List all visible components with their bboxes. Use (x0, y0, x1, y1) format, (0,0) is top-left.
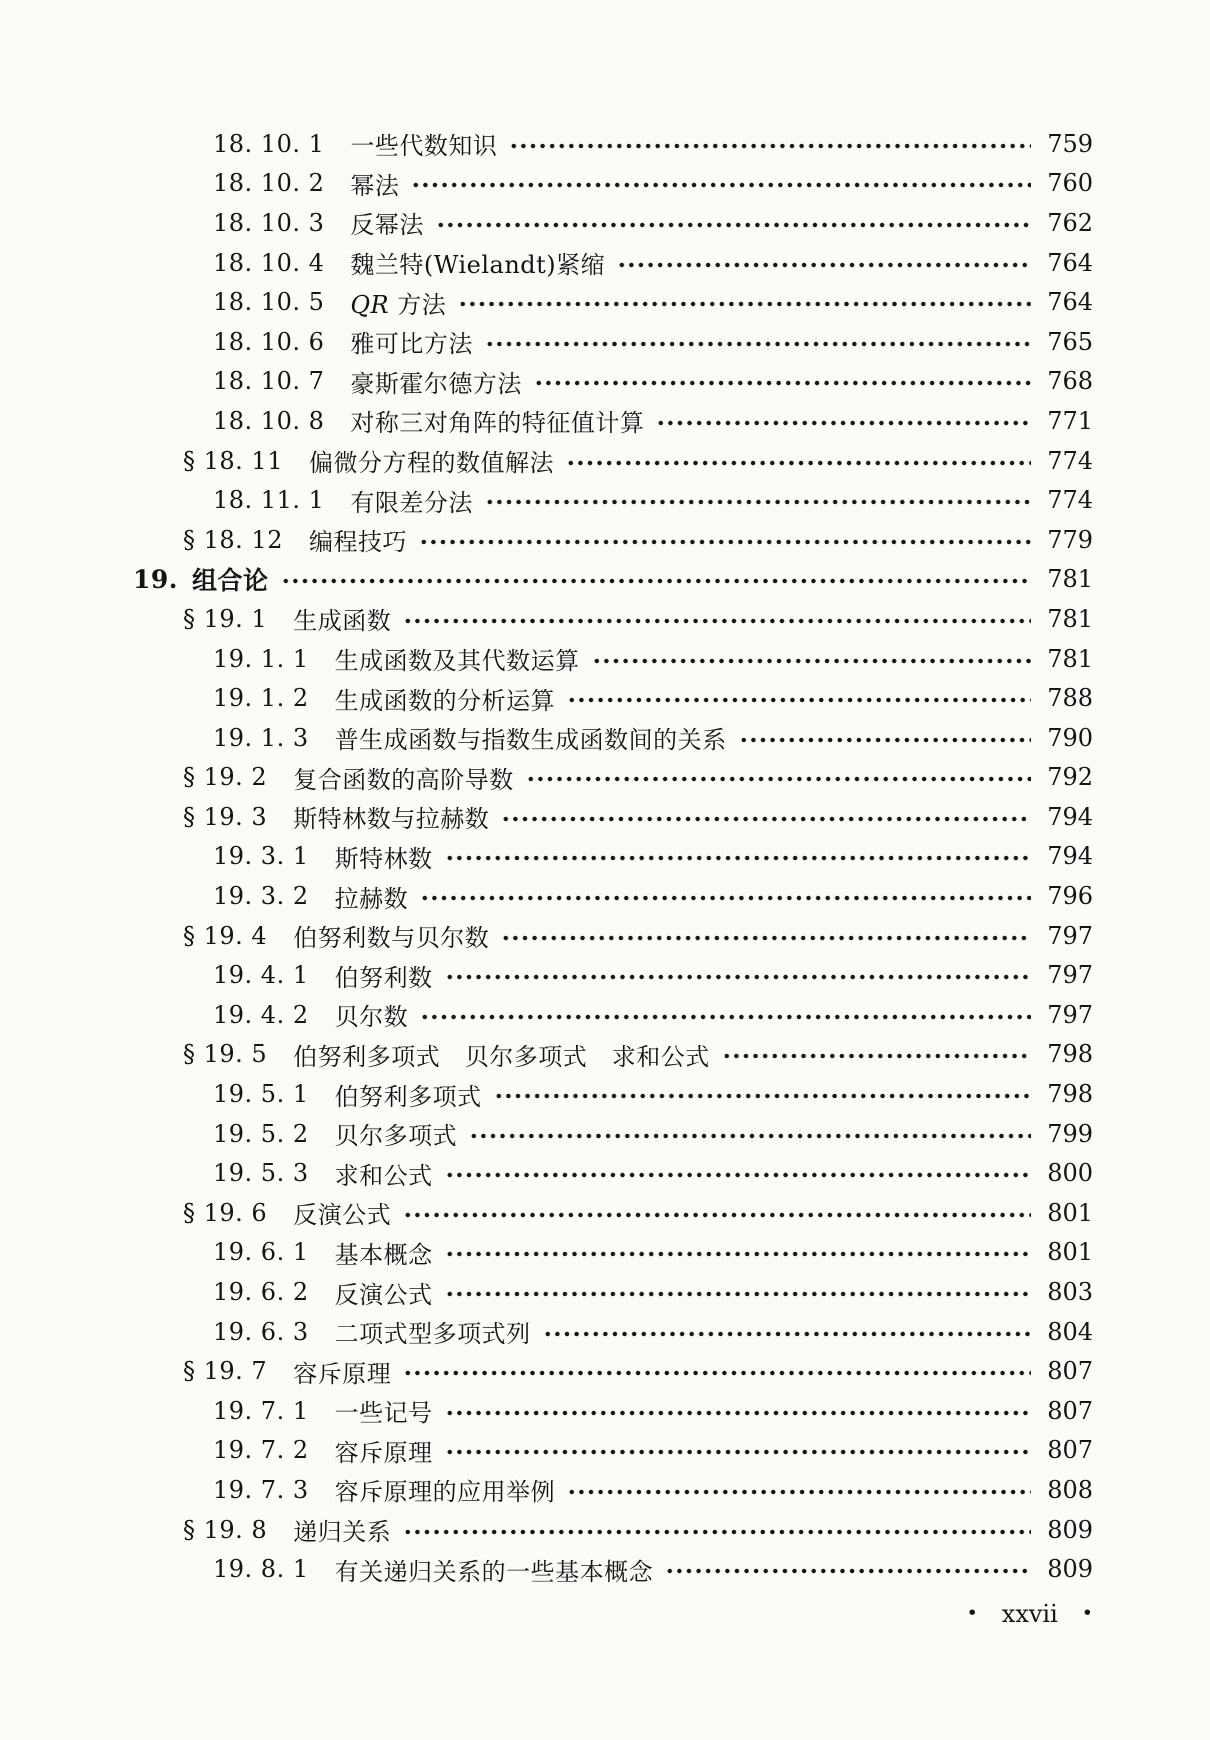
toc-entry (0, 1312, 1093, 1352)
page-number: 796 (1047, 882, 1093, 911)
dot-leader (445, 972, 1031, 982)
entry-title: 对称三对角阵的特征值计算 (350, 409, 645, 438)
entry-number: 19. (133, 564, 178, 594)
entry-number: § 19. 6 (183, 1198, 268, 1227)
entry-title: 容斥原理 (334, 1438, 433, 1467)
toc-entry (0, 916, 1093, 956)
entry-number: 19. 1. 2 (213, 684, 309, 713)
page-number: 792 (1047, 763, 1093, 792)
entry-number: 19. 6. 2 (213, 1278, 309, 1307)
dot-leader (656, 418, 1031, 428)
page-number: 804 (1047, 1317, 1093, 1346)
entry-title: 反演公式 (334, 1280, 433, 1309)
toc-entry (0, 480, 1093, 520)
entry-title: 普生成函数与指数生成函数间的关系 (334, 726, 727, 755)
dot-leader (469, 1131, 1031, 1141)
toc-entry (0, 1391, 1093, 1431)
entry-number: § 18. 11 (183, 446, 283, 475)
toc-entry (0, 401, 1093, 441)
entry-number: 19. 6. 3 (213, 1317, 309, 1346)
entry-title: 基本概念 (334, 1240, 433, 1269)
entry-number: 19. 7. 3 (213, 1475, 309, 1504)
page-number: 807 (1047, 1436, 1093, 1465)
dot-leader (411, 180, 1031, 190)
page-number: 801 (1047, 1198, 1093, 1227)
entry-number: § 19. 2 (183, 763, 268, 792)
dot-leader (445, 1447, 1031, 1457)
entry-number: 19. 1. 3 (213, 723, 309, 752)
entry-title: 容斥原理的应用举例 (334, 1478, 556, 1507)
dot-leader (526, 774, 1031, 784)
entry-title: 递归关系 (293, 1518, 392, 1547)
toc-entry (0, 1114, 1093, 1154)
entry-number: § 19. 4 (183, 921, 268, 950)
entry-title: 组合论 (192, 566, 269, 596)
entry-title: 斯特林数 (334, 844, 433, 873)
footer-bullet-right-icon: • (1081, 1602, 1093, 1624)
toc-entry (0, 718, 1093, 758)
toc-entry (0, 1035, 1093, 1075)
page-number: 797 (1047, 961, 1093, 990)
entry-number: 19. 5. 3 (213, 1159, 309, 1188)
page-number: 800 (1047, 1159, 1093, 1188)
page-number: 790 (1047, 723, 1093, 752)
page-footer (967, 1600, 1093, 1628)
entry-title: 生成函数及其代数运算 (334, 647, 580, 676)
page-number: 808 (1047, 1475, 1093, 1504)
entry-title: 伯努利多项式 贝尔多项式 求和公式 (293, 1042, 710, 1071)
entry-title: 编程技巧 (308, 528, 407, 557)
page-number: 798 (1047, 1040, 1093, 1069)
toc-entry (0, 164, 1093, 204)
dot-leader (722, 1051, 1031, 1061)
entry-title: 一些记号 (334, 1399, 433, 1428)
entry-number: 19. 8. 1 (213, 1555, 309, 1584)
entry-title: 反幂法 (350, 211, 424, 240)
page-number: 799 (1047, 1119, 1093, 1148)
entry-title: 求和公式 (334, 1161, 433, 1190)
toc-entry (0, 1549, 1093, 1589)
entry-number: 18. 11. 1 (213, 486, 325, 515)
dot-leader (403, 1368, 1031, 1378)
entry-title-italic: QR (350, 290, 390, 319)
page-number: 759 (1047, 129, 1093, 158)
dot-leader (485, 339, 1031, 349)
page-number: 807 (1047, 1357, 1093, 1386)
toc-entry (0, 520, 1093, 560)
toc-entry (0, 243, 1093, 283)
dot-leader (445, 1249, 1031, 1259)
dot-leader (665, 1566, 1031, 1576)
entry-title: 二项式型多项式列 (334, 1320, 531, 1349)
page-number: 809 (1047, 1515, 1093, 1544)
toc-entry (0, 441, 1093, 481)
entry-title: 幂法 (350, 171, 400, 200)
dot-leader (458, 299, 1031, 309)
entry-number: 19. 4. 2 (213, 1000, 309, 1029)
dot-leader (494, 1091, 1031, 1101)
toc-entry (0, 995, 1093, 1035)
entry-title: 生成函数 (293, 607, 392, 636)
page-number: 774 (1047, 446, 1093, 475)
toc-entry (0, 1510, 1093, 1550)
toc-entry (0, 1193, 1093, 1233)
page-number: 781 (1047, 604, 1093, 633)
entry-title: 豪斯霍尔德方法 (350, 369, 522, 398)
page-number: 781 (1047, 644, 1093, 673)
entry-title: 容斥原理 (293, 1359, 392, 1388)
toc-entry (0, 758, 1093, 798)
dot-leader (419, 537, 1031, 547)
dot-leader (501, 933, 1031, 943)
toc-entry (0, 1233, 1093, 1273)
entry-number: § 19. 7 (183, 1357, 268, 1386)
entry-title: 贝尔数 (334, 1003, 409, 1032)
entry-number: 19. 7. 1 (213, 1396, 309, 1425)
entry-title: 斯特林数与拉赫数 (293, 805, 490, 834)
toc-entry (0, 599, 1093, 639)
toc-list (0, 124, 1093, 1589)
dot-leader (543, 1329, 1031, 1339)
toc-entry (0, 282, 1093, 322)
toc-entry (0, 1153, 1093, 1193)
page-number: 760 (1047, 169, 1093, 198)
toc-entry (0, 322, 1093, 362)
entry-number: 18. 10. 2 (213, 169, 325, 198)
dot-leader (739, 735, 1031, 745)
entry-number: 18. 10. 7 (213, 367, 325, 396)
page-number: 764 (1047, 288, 1093, 317)
toc-entry (0, 955, 1093, 995)
entry-number: 19. 3. 1 (213, 842, 309, 871)
page-number: 762 (1047, 208, 1093, 237)
toc-entry (0, 1431, 1093, 1471)
page-number: 788 (1047, 684, 1093, 713)
entry-title: 伯努利数 (334, 963, 433, 992)
entry-number: 18. 10. 3 (213, 208, 325, 237)
dot-leader (445, 1289, 1031, 1299)
dot-leader (445, 1408, 1031, 1418)
entry-number: 18. 10. 8 (213, 406, 325, 435)
footer-bullet-left-icon: • (966, 1602, 978, 1624)
page-number: 781 (1047, 565, 1093, 594)
entry-number: § 19. 8 (183, 1515, 268, 1544)
entry-title: 一些代数知识 (350, 132, 498, 161)
toc-entry (0, 203, 1093, 243)
entry-number: 19. 1. 1 (213, 644, 309, 673)
entry-title: 复合函数的高阶导数 (293, 765, 514, 794)
dot-leader (281, 576, 1031, 586)
entry-title: 伯努利数与贝尔数 (293, 924, 490, 953)
entry-title: QR 方法 (350, 290, 447, 319)
toc-entry (0, 560, 1093, 600)
dot-leader (403, 616, 1031, 626)
entry-number: 18. 10. 1 (213, 129, 325, 158)
toc-entry (0, 837, 1093, 877)
page-number: 801 (1047, 1238, 1093, 1267)
dot-leader (485, 497, 1031, 507)
entry-number: § 19. 5 (183, 1040, 268, 1069)
dot-leader (403, 1527, 1031, 1537)
dot-leader (509, 141, 1031, 151)
page-number: 764 (1047, 248, 1093, 277)
footer-page-number: xxvii (1001, 1600, 1058, 1628)
entry-title: 有限差分法 (350, 488, 473, 517)
entry-number: 19. 6. 1 (213, 1238, 309, 1267)
entry-number: 19. 3. 2 (213, 882, 309, 911)
page-number: 797 (1047, 1000, 1093, 1029)
page-number: 779 (1047, 525, 1093, 554)
toc-entry (0, 1074, 1093, 1114)
toc-entry (0, 1351, 1093, 1391)
page-number: 765 (1047, 327, 1093, 356)
toc-entry (0, 124, 1093, 164)
entry-number: 19. 4. 1 (213, 961, 309, 990)
entry-title: 雅可比方法 (350, 330, 473, 359)
entry-title: 偏微分方程的数值解法 (308, 449, 554, 478)
entry-title: 贝尔多项式 (334, 1122, 458, 1151)
dot-leader (566, 458, 1031, 468)
dot-leader (617, 260, 1031, 270)
entry-number: 19. 7. 2 (213, 1436, 309, 1465)
toc-entry (0, 1470, 1093, 1510)
entry-title: 反演公式 (293, 1201, 392, 1230)
page-number: 798 (1047, 1080, 1093, 1109)
entry-title: 拉赫数 (334, 884, 409, 913)
entry-number: § 19. 3 (183, 802, 268, 831)
entry-number: 19. 5. 2 (213, 1119, 309, 1148)
entry-title: 有关递归关系的一些基本概念 (334, 1557, 654, 1586)
toc-entry (0, 797, 1093, 837)
page-number: 794 (1047, 802, 1093, 831)
page-number: 797 (1047, 921, 1093, 950)
entry-number: 19. 5. 1 (213, 1080, 309, 1109)
entry-title: 魏兰特(Wielandt)紧缩 (350, 251, 606, 280)
dot-leader (501, 814, 1031, 824)
entry-number: § 18. 12 (183, 525, 283, 554)
entry-number: 18. 10. 6 (213, 327, 325, 356)
dot-leader (420, 1012, 1031, 1022)
dot-leader (567, 1487, 1031, 1497)
page-number: 774 (1047, 486, 1093, 515)
dot-leader (445, 853, 1031, 863)
dot-leader (436, 220, 1031, 230)
page-number: 807 (1047, 1396, 1093, 1425)
page-number: 771 (1047, 406, 1093, 435)
page-number: 794 (1047, 842, 1093, 871)
entry-number: § 19. 1 (183, 604, 268, 633)
toc-entry (0, 678, 1093, 718)
dot-leader (420, 893, 1031, 903)
toc-entry (0, 362, 1093, 402)
entry-number: 18. 10. 4 (213, 248, 325, 277)
dot-leader (445, 1170, 1031, 1180)
toc-entry (0, 876, 1093, 916)
dot-leader (534, 378, 1031, 388)
entry-number: 18. 10. 5 (213, 288, 325, 317)
dot-leader (592, 656, 1031, 666)
page-number: 768 (1047, 367, 1093, 396)
toc-entry (0, 1272, 1093, 1312)
entry-title: 生成函数的分析运算 (334, 686, 556, 715)
dot-leader (403, 1210, 1031, 1220)
page-number: 803 (1047, 1278, 1093, 1307)
page-number: 809 (1047, 1555, 1093, 1584)
toc-entry (0, 639, 1093, 679)
dot-leader (567, 695, 1031, 705)
entry-title: 伯努利多项式 (334, 1082, 482, 1111)
